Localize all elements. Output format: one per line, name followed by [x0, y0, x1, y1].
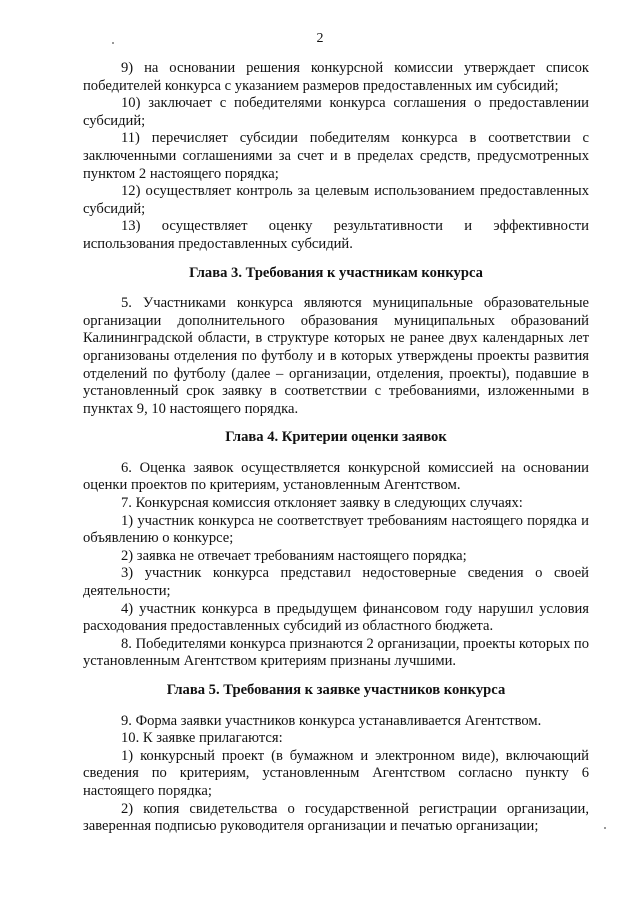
page-number: 2 — [316, 31, 324, 46]
list-item: 10) заключает с победителями конкурса соглашения о предоставлении субсидий; — [83, 95, 589, 129]
paragraph: 7. Конкурсная комиссия отклоняет заявку в следующих случаях: — [121, 495, 523, 512]
list-item: 3) участник конкурса представил недостоверные сведения о своей деятельности; — [83, 565, 589, 600]
document-body — [83, 60, 589, 836]
list-item: 1) участник конкурса не соответствует требованиям настоящего порядка и объявлению о конкурсе; — [83, 512, 589, 547]
list-item: 12) осуществляет контроль за целевым использованием предоставленных субсидий; — [83, 183, 589, 217]
chapter-5-heading: Глава 5. Требования к заявке участников конкурса — [166, 682, 506, 698]
list-item: 4) участник конкурса в предыдущем финансовом году нарушил условия расходования предоставленных субсидий из областного бюджета. — [83, 600, 589, 635]
chapter-3-heading: Глава 3. Требования к участникам конкурса — [189, 264, 483, 281]
list-item: 2) заявка не отвечает требованиям настоящего порядка; — [121, 547, 467, 564]
paragraph: 8. Победителями конкурса признаются 2 организации, проекты которых по установленным Агентством критериям признаны лучшими. — [83, 635, 589, 670]
list-item: 13) осуществляет оценку результативности и эффективности использования предоставленных субсидий. — [83, 218, 589, 252]
list-item: 11) перечисляет субсидии победителям конкурса в соответствии с заключенными соглашениями за счет и в пределах средств, предусмотренных пунктом 2 настоящего порядка; — [83, 130, 589, 182]
list-item: 1) конкурсный проект (в бумажном и электронном виде), включающий сведения по критериям, установленным Агентством согласно пункту 6 настоящего порядка; — [83, 747, 589, 799]
paragraph: 6. Оценка заявок осуществляется конкурсной комиссией на основании оценки проектов по критериям, установленным Агентством. — [83, 459, 589, 494]
scan-speck — [604, 827, 606, 829]
list-item: 2) копия свидетельства о государственной регистрации организации, заверенная подписью руководителя организации и печатью организации; — [83, 800, 589, 835]
scan-speck — [112, 42, 114, 44]
list-item: 9) на основании решения конкурсной комиссии утверждает список победителей конкурса с указанием размеров предоставленных им субсидий; — [83, 60, 589, 94]
paragraph: 5. Участниками конкурса являются муниципальные образовательные организации дополнительного образования муниципальных образований Калининградской области, в структуре которых не ранее двух календарных лет организованы отделения по футболу и в которых утверждены проекты развития отделений по футболу (далее – организации, отделения, проекты), подавшие в установленный срок заявку в соответствии с требованиями, изложенными в пунктах 9, 10 настоящего порядка. — [83, 295, 589, 417]
paragraph: 10. К заявке прилагаются: — [121, 730, 283, 747]
paragraph: 9. Форма заявки участников конкурса устанавливается Агентством. — [121, 712, 542, 729]
chapter-4-heading: Глава 4. Критерии оценки заявок — [225, 429, 447, 446]
